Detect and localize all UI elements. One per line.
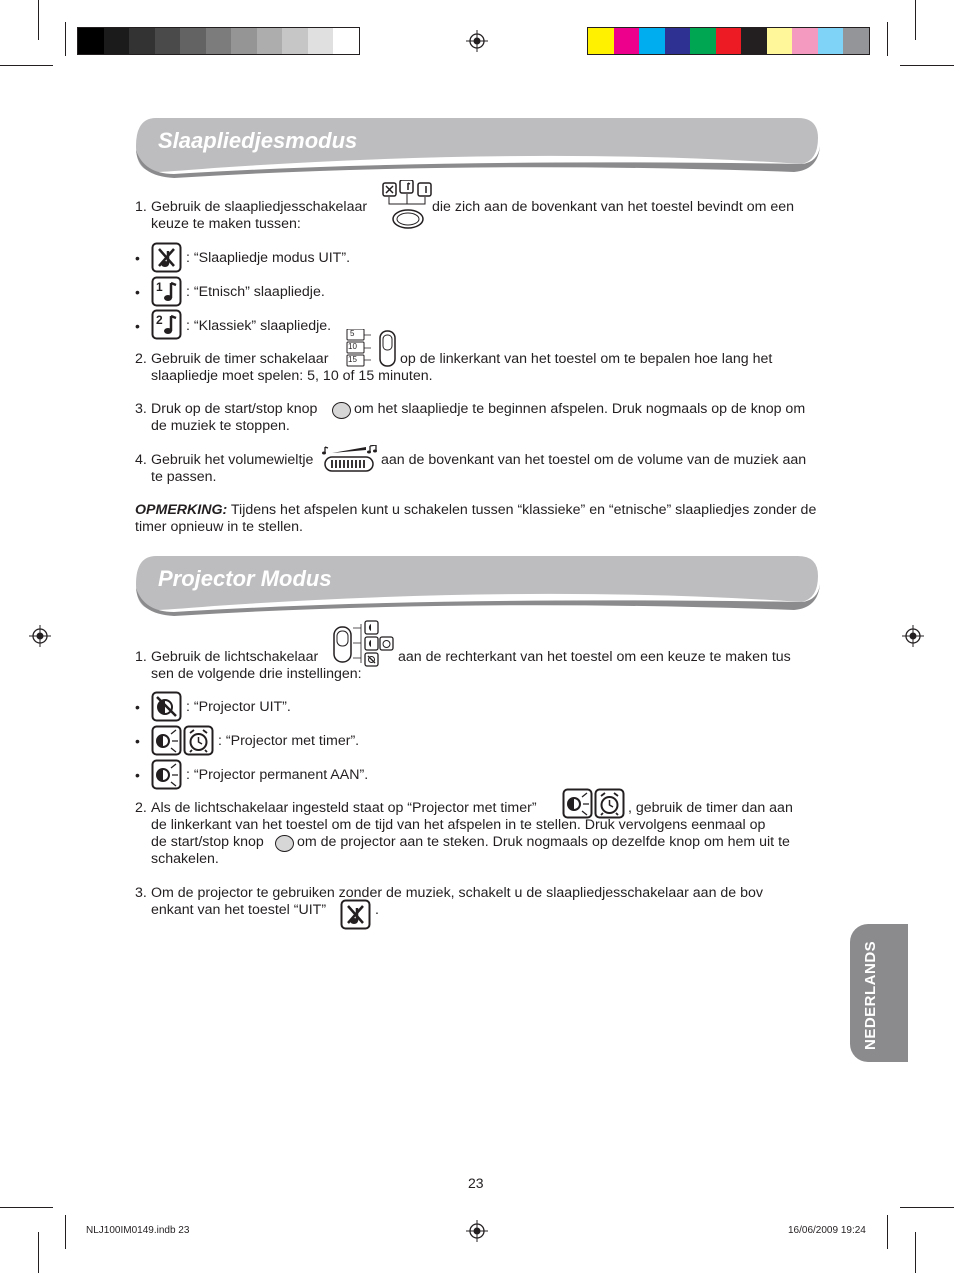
bullet: • [135,733,140,749]
footer-file: NLJ100IM0149.indb 23 [86,1225,190,1236]
step-number: 1. [135,199,147,215]
start-stop-button-icon [275,835,294,852]
bullet: • [135,250,140,266]
color-swatch [282,28,308,54]
color-swatch [78,28,104,54]
step-text: Druk op de start/stop knop [151,401,318,417]
color-swatch [180,28,206,54]
color-swatch [588,28,614,54]
step-text: op de linkerkant van het toestel om te bepalen hoe lang het [400,351,773,367]
registration-mark-icon [466,30,488,52]
step-text: de linkerkant van het toestel om de tijd van het afspelen in te stellen. Druk vervolgens eenmaal op [151,817,766,833]
option-label: : “Projector UIT”. [186,699,291,715]
crop-mark [65,1215,66,1249]
step-text: slaapliedje moet spelen: 5, 10 of 15 minuten. [151,368,433,384]
step-number: 2. [135,351,147,367]
alarm-clock-icon [594,788,625,819]
lullaby-switch-icon [381,180,433,232]
step-text: die zich aan de bovenkant van het toestel bevindt om een [432,199,795,215]
option-label: : “Projector permanent AAN”. [186,767,369,783]
step-text: Gebruik het volumewieltje [151,452,314,468]
projector-icon [562,788,593,819]
color-swatch [231,28,257,54]
step-text: om de projector aan te steken. Druk nogmaals op dezelfde knop om hem uit te [297,834,790,850]
alarm-clock-icon [183,725,214,756]
svg-text:1: 1 [156,280,163,294]
note [135,502,816,519]
light-switch-icon [331,619,397,669]
color-swatch [818,28,844,54]
color-swatch [308,28,334,54]
step-text: Gebruik de lichtschakelaar [151,649,319,665]
note-label: OPMERKING: [135,502,228,518]
crop-mark [0,65,53,66]
color-swatch [767,28,793,54]
timer-15-label: 15 [348,355,357,364]
bullet: • [135,767,140,783]
step-text: aan de bovenkant van het toestel om de volume van de muziek aan [381,452,807,468]
registration-mark-icon [466,1220,488,1242]
crop-mark [887,22,888,56]
color-swatch [843,28,869,54]
color-swatch [257,28,283,54]
color-swatch [716,28,742,54]
bullet: • [135,284,140,300]
timer-5-label: 5 [350,329,355,338]
color-swatch [665,28,691,54]
color-swatch [155,28,181,54]
option-label: : “Projector met timer”. [218,733,360,749]
option-label: : “Slaapliedje modus UIT”. [186,250,351,266]
step-text: . [375,902,379,918]
color-swatch [614,28,640,54]
step-number: 4. [135,452,147,468]
projector-off-icon [151,691,182,722]
section-title: Slaapliedjesmodus [158,128,358,153]
step-text: aan de rechterkant van het toestel om een keuze te maken tus [398,649,791,665]
ethnic-lullaby-icon [151,276,182,307]
color-swatch [639,28,665,54]
step-text: te passen. [151,469,217,485]
page-number: 23 [468,1175,484,1191]
crop-mark [915,1232,916,1273]
note-text: timer opnieuw in te stellen. [135,519,303,535]
language-tab-label: NEDERLANDS [862,940,879,1050]
crop-mark [900,65,954,66]
crop-mark [38,1232,39,1273]
step-number: 2. [135,800,147,816]
music-off-icon [151,242,182,273]
projector-icon [151,759,182,790]
step-text: enkant van het toestel “UIT” [151,902,327,918]
step-text: Gebruik de timer schakelaar [151,351,329,367]
registration-mark-icon [902,625,924,647]
step-text: de muziek te stoppen. [151,418,290,434]
music-off-icon [340,899,371,930]
step-text: de start/stop knop [151,834,264,850]
footer-date: 16/06/2009 19:24 [788,1225,866,1236]
volume-wheel-icon [320,445,380,473]
color-swatch [333,28,359,54]
step-text: schakelen. [151,851,219,867]
grayscale-color-bar [77,27,360,55]
note-text: Tijdens het afspelen kunt u schakelen tussen “klassieke” en “etnische” slaapliedjes zonder de [227,502,817,518]
crop-mark [915,0,916,40]
crop-mark [38,0,39,40]
registration-mark-icon [29,625,51,647]
step-text: keuze te maken tussen: [151,216,301,232]
color-swatch [206,28,232,54]
bullet: • [135,318,140,334]
start-stop-button-icon [332,402,351,419]
step-text: Als de lichtschakelaar ingesteld staat op “Projector met timer” [151,800,537,816]
step-text: Om de projector te gebruiken zonder de muziek, schakelt u de slaapliedjesschakelaar aan de bov [151,885,763,901]
timer-10-label: 10 [348,342,357,351]
crop-mark [0,1207,53,1208]
color-swatch [690,28,716,54]
crop-mark [887,1215,888,1249]
projector-icon [151,725,182,756]
language-tab [850,924,908,1062]
color-swatch [104,28,130,54]
bullet: • [135,699,140,715]
section-title: Projector Modus [158,566,332,591]
option-label: : “Klassiek” slaapliedje. [186,318,332,334]
classic-lullaby-icon [151,309,182,340]
color-swatch [741,28,767,54]
step-number: 1. [135,649,147,665]
process-color-bar [587,27,870,55]
crop-mark [900,1207,954,1208]
option-label: : “Etnisch” slaapliedje. [186,284,325,300]
step-number: 3. [135,885,147,901]
step-number: 3. [135,401,147,417]
step-text: , gebruik de timer dan aan [628,800,793,816]
svg-text:2: 2 [156,313,163,327]
color-swatch [129,28,155,54]
step-text: Gebruik de slaapliedjesschakelaar [151,199,368,215]
step-text: om het slaapliedje te beginnen afspelen. Druk nogmaals op de knop om [354,401,806,417]
crop-mark [65,22,66,56]
color-swatch [792,28,818,54]
step-text: sen de volgende drie instellingen: [151,666,362,682]
